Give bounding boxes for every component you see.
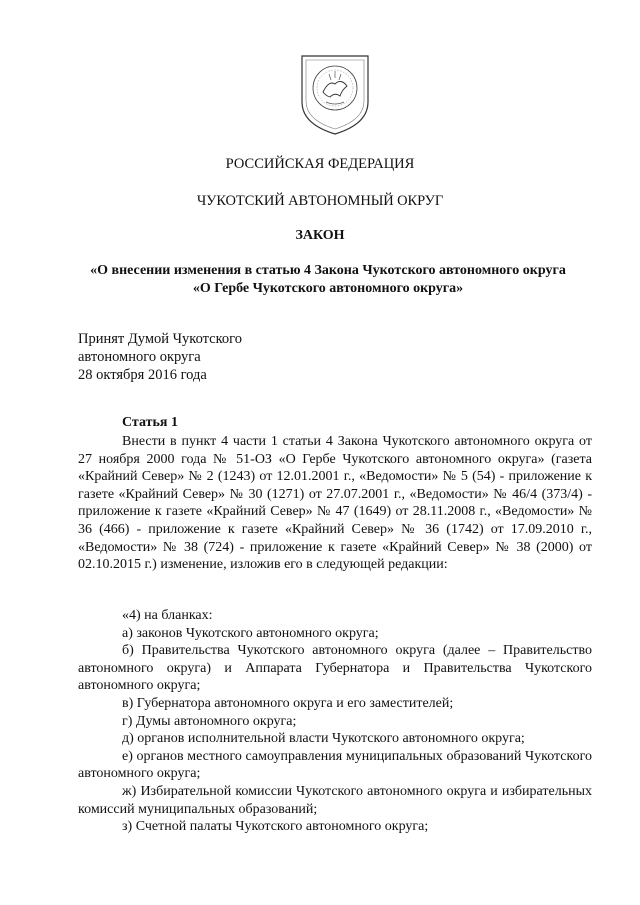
list-item: ж) Избирательной комиссии Чукотского автономного округа и избирательных комиссий муниципальных образований; bbox=[78, 783, 592, 817]
list-item: д) органов исполнительной власти Чукотского автономного округа; bbox=[122, 731, 525, 747]
blank-list bbox=[78, 607, 592, 836]
list-intro: «4) на бланках: bbox=[122, 608, 213, 623]
list-item: б) Правительства Чукотского автономного округа (далее – Правительство автономного округа) и Аппарата Губернатора и Правительства Чукотского автономного округа; bbox=[78, 643, 592, 694]
coat-of-arms-icon bbox=[296, 50, 374, 138]
list-item: а) законов Чукотского автономного округа; bbox=[122, 625, 379, 641]
list-item: е) органов местного самоуправления муниципальных образований Чукотского автономного округа; bbox=[78, 748, 592, 782]
adoption-line: автономного округа bbox=[78, 349, 201, 365]
adoption-date: 28 октября 2016 года bbox=[78, 367, 207, 383]
adoption-line: Принят Думой Чукотского bbox=[78, 331, 243, 347]
region-heading: ЧУКОТСКИЙ АВТОНОМНЫЙ ОКРУГ bbox=[196, 193, 444, 209]
law-title: «О внесении изменения в статью 4 Закона Чукотского автономного округа «О Гербе Чукотского автономного округа» bbox=[90, 263, 566, 296]
list-item: г) Думы автономного округа; bbox=[122, 713, 297, 729]
article-paragraph: Внести в пункт 4 части 1 статьи 4 Закона Чукотского автономного округа от 27 ноября 2000 года № 51-ОЗ «О Гербе Чукотского автономного округа» (газета «Крайний Север» № 2 (1243) от 12.01.2001 г., «Ведомости» № 5 (54) - приложение к газете «Крайний Север» № 30 (1271) от 27.07.2001 г., «Ведомости» № 46/4 (373/4) - приложение к газете «Крайний Север» № 47 (1649) от 28.11.2008 г., «Ведомости» № 36 (466) - приложение к газете «Крайний Север» № 36 (1742) от 17.09.2010 г., «Ведомости» № 38 (724) - приложение к газете «Крайний Север» № 38 (2000) от 02.10.2015 г.) изменение, изложив его в следующей редакции: bbox=[78, 434, 592, 573]
article-text bbox=[78, 433, 592, 574]
adoption-info bbox=[78, 330, 242, 384]
list-item: з) Счетной палаты Чукотского автономного округа; bbox=[122, 819, 429, 835]
document-type: ЗАКОН bbox=[295, 228, 345, 243]
country-heading: РОССИЙСКАЯ ФЕДЕРАЦИЯ bbox=[225, 156, 415, 172]
list-item: в) Губернатора автономного округа и его заместителей; bbox=[122, 695, 454, 711]
article-title: Статья 1 bbox=[122, 415, 178, 430]
